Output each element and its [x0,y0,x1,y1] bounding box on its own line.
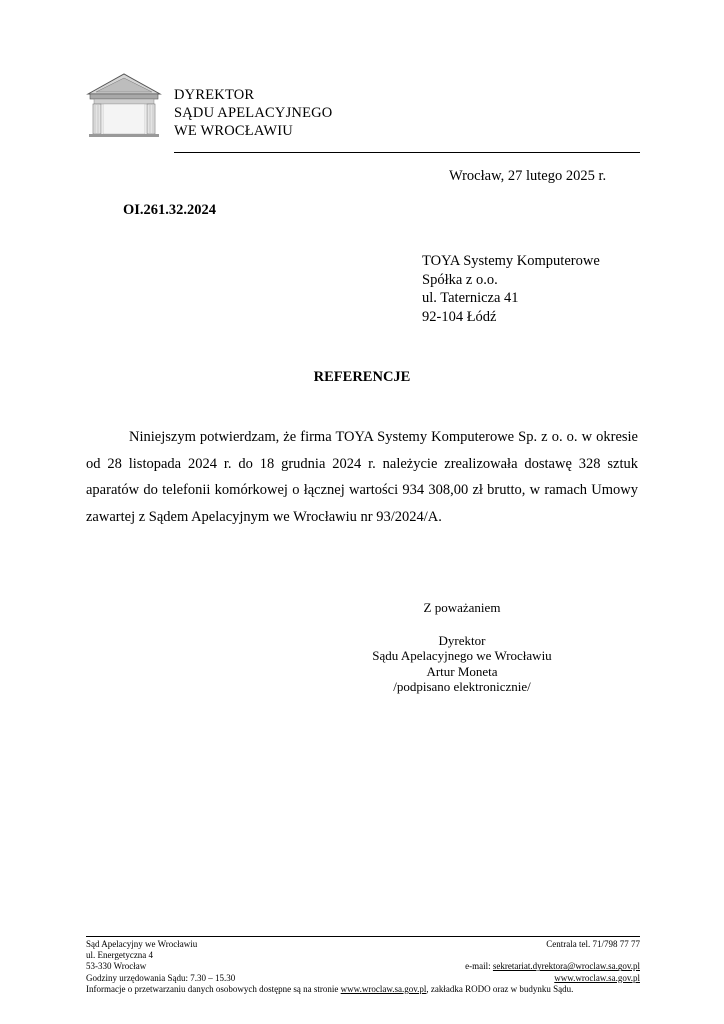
signature-role: Dyrektor [438,632,486,648]
recipient-line-3: ul. Taternicza 41 [422,290,519,306]
footer-email-block [465,961,640,972]
signature-block [360,600,564,695]
signature-note: /podpisano elektronicznie/ [393,679,531,694]
recipient-line-1: TOYA Systemy Komputerowe [422,253,600,269]
header-line-3: WE WROCŁAWIU [174,123,293,139]
header-org-name [174,86,332,140]
footer-divider [86,936,640,937]
footer-phone: Centrala tel. 71/798 77 77 [546,939,640,949]
signature-name: Artur Moneta [426,663,498,679]
letter-body: Niniejszym potwierdzam, że firma TOYA Systemy Komputerowe Sp. z o. o. w okresie od 28 listopada 2024 r. do 18 grudnia 2024 r. należycie zrealizowała dostawę 328 sztuk aparatów do telefonii komórkowej o łącznej wartości 934 308,00 zł brutto, w ramach Umowy zawartej z Sądem Apelacyjnym we Wrocławiu nr 93/2024/A. [86,429,638,525]
footer-email-link[interactable]: sekretariat.dyrektora@wroclaw.sa.gov.pl [492,961,640,972]
letter-title: REFERENCJE [313,369,411,385]
header-divider [174,152,640,153]
footer-rodo-info [86,984,573,995]
signature-institution: Sądu Apelacyjnego we Wrocławiu [372,648,552,663]
footer-street: ul. Energetyczna 4 [86,950,154,961]
footer-rodo-prefix: Informacje o przetwarzaniu danych osobowych dostępne są na stronie [86,983,341,994]
footer [86,939,640,995]
letter-date: Wrocław, 27 lutego 2025 r. [449,168,607,184]
court-building-logo [86,72,162,138]
reference-number: OI.261.32.2024 [123,202,217,218]
footer-email-label: e-mail: [465,961,493,972]
footer-website-link[interactable]: www.wroclaw.sa.gov.pl [554,972,640,983]
recipient-line-4: 92-104 Łódź [422,308,497,325]
footer-rodo-suffix: , zakładka RODO oraz w budynku Sądu. [426,983,574,994]
footer-court-name: Sąd Apelacyjny we Wrocławiu [86,939,198,949]
signature-greeting: Z poważaniem [423,600,501,615]
footer-rodo-link[interactable]: www.wroclaw.sa.gov.pl [340,983,427,994]
recipient-line-2: Spółka z o.o. [422,271,498,288]
recipient-address [422,252,600,326]
header-line-2: SĄDU APELACYJNEGO [174,105,333,121]
header-line-1: DYREKTOR [174,87,255,103]
footer-city: 53-330 Wrocław [86,961,147,972]
footer-hours: Godziny urzędowania Sądu: 7.30 – 15.30 [86,972,236,983]
